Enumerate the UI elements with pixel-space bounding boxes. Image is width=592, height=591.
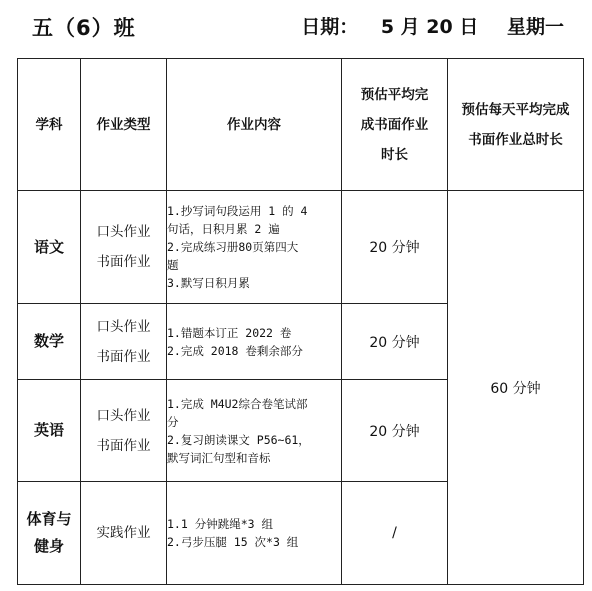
subject-text: 语文: [33, 237, 64, 256]
homework-table: [17, 58, 584, 585]
page-header: [0, 8, 592, 44]
content-cell: [167, 191, 342, 304]
content-cell: [167, 304, 342, 380]
header-duration-line: 时长: [381, 146, 408, 163]
duration-cell: 20 分钟: [342, 304, 448, 380]
content-line: 3.默写日积月累: [167, 276, 250, 290]
content-line: 句话，日积月累 2 遍: [167, 222, 280, 236]
content-cell: [167, 380, 342, 482]
subject-text: 数学: [33, 332, 64, 350]
subject-text: 英语: [33, 421, 64, 439]
header-content: 作业内容: [167, 59, 342, 191]
content-line: 2.弓步压腿 15 次*3 组: [167, 535, 299, 549]
class-name: 五（6）班: [32, 16, 136, 40]
content-cell: [167, 482, 342, 585]
subject-cell: [18, 482, 81, 585]
type-cell: [81, 191, 167, 304]
total-duration-cell: 60 分钟: [448, 191, 584, 585]
date-area: [301, 12, 564, 39]
table-row: [18, 191, 584, 304]
type-text: 书面作业: [96, 437, 151, 454]
date-label: 日期：: [301, 16, 359, 38]
duration-cell: 20 分钟: [342, 191, 448, 304]
duration-cell: 20 分钟: [342, 380, 448, 482]
header-duration-line: 成书面作业: [360, 116, 429, 133]
subject-text: 健身: [33, 537, 64, 555]
type-text: 书面作业: [96, 254, 151, 270]
subject-text: 体育与: [26, 510, 72, 528]
type-cell: [81, 304, 167, 380]
content-line: 1.错题本订正 2022 卷: [167, 325, 292, 340]
header-row: [18, 59, 584, 191]
type-text: 口头作业: [96, 224, 151, 240]
type-cell: [81, 482, 167, 585]
header-total-line: 书面作业总时长: [468, 131, 563, 148]
subject-cell: [18, 304, 81, 380]
content-line: 2.完成练习册80页第四大: [167, 240, 299, 254]
subject-cell: [18, 191, 81, 304]
subject-cell: [18, 380, 81, 482]
header-subject: 学科: [18, 59, 81, 191]
content-line: 分: [167, 414, 179, 429]
content-line: 2.复习朗读课文 P56~61，: [167, 432, 310, 447]
type-cell: [81, 380, 167, 482]
type-text: 实践作业: [96, 525, 151, 541]
duration-cell: /: [342, 482, 448, 585]
type-text: 书面作业: [96, 348, 151, 365]
type-text: 口头作业: [96, 318, 151, 335]
weekday: 星期一: [506, 16, 564, 38]
content-line: 2.完成 2018 卷剩余部分: [167, 343, 303, 358]
header-duration-line: 预估平均完: [360, 86, 429, 103]
type-text: 口头作业: [96, 407, 151, 424]
content-line: 1.抄写词句段运用 1 的 4: [167, 204, 308, 218]
content-line: 1.1 分钟跳绳*3 组: [167, 517, 273, 531]
content-line: 题: [167, 258, 179, 272]
header-total-line: 预估每天平均完成: [461, 101, 570, 118]
header-type: 作业类型: [81, 59, 167, 191]
content-line: 默写词汇句型和音标: [167, 450, 271, 465]
header-total: [448, 59, 584, 191]
header-duration: [342, 59, 448, 191]
content-line: 1.完成 M4U2综合卷笔试部: [167, 396, 308, 411]
date-value: 5 月 20 日: [380, 16, 479, 38]
